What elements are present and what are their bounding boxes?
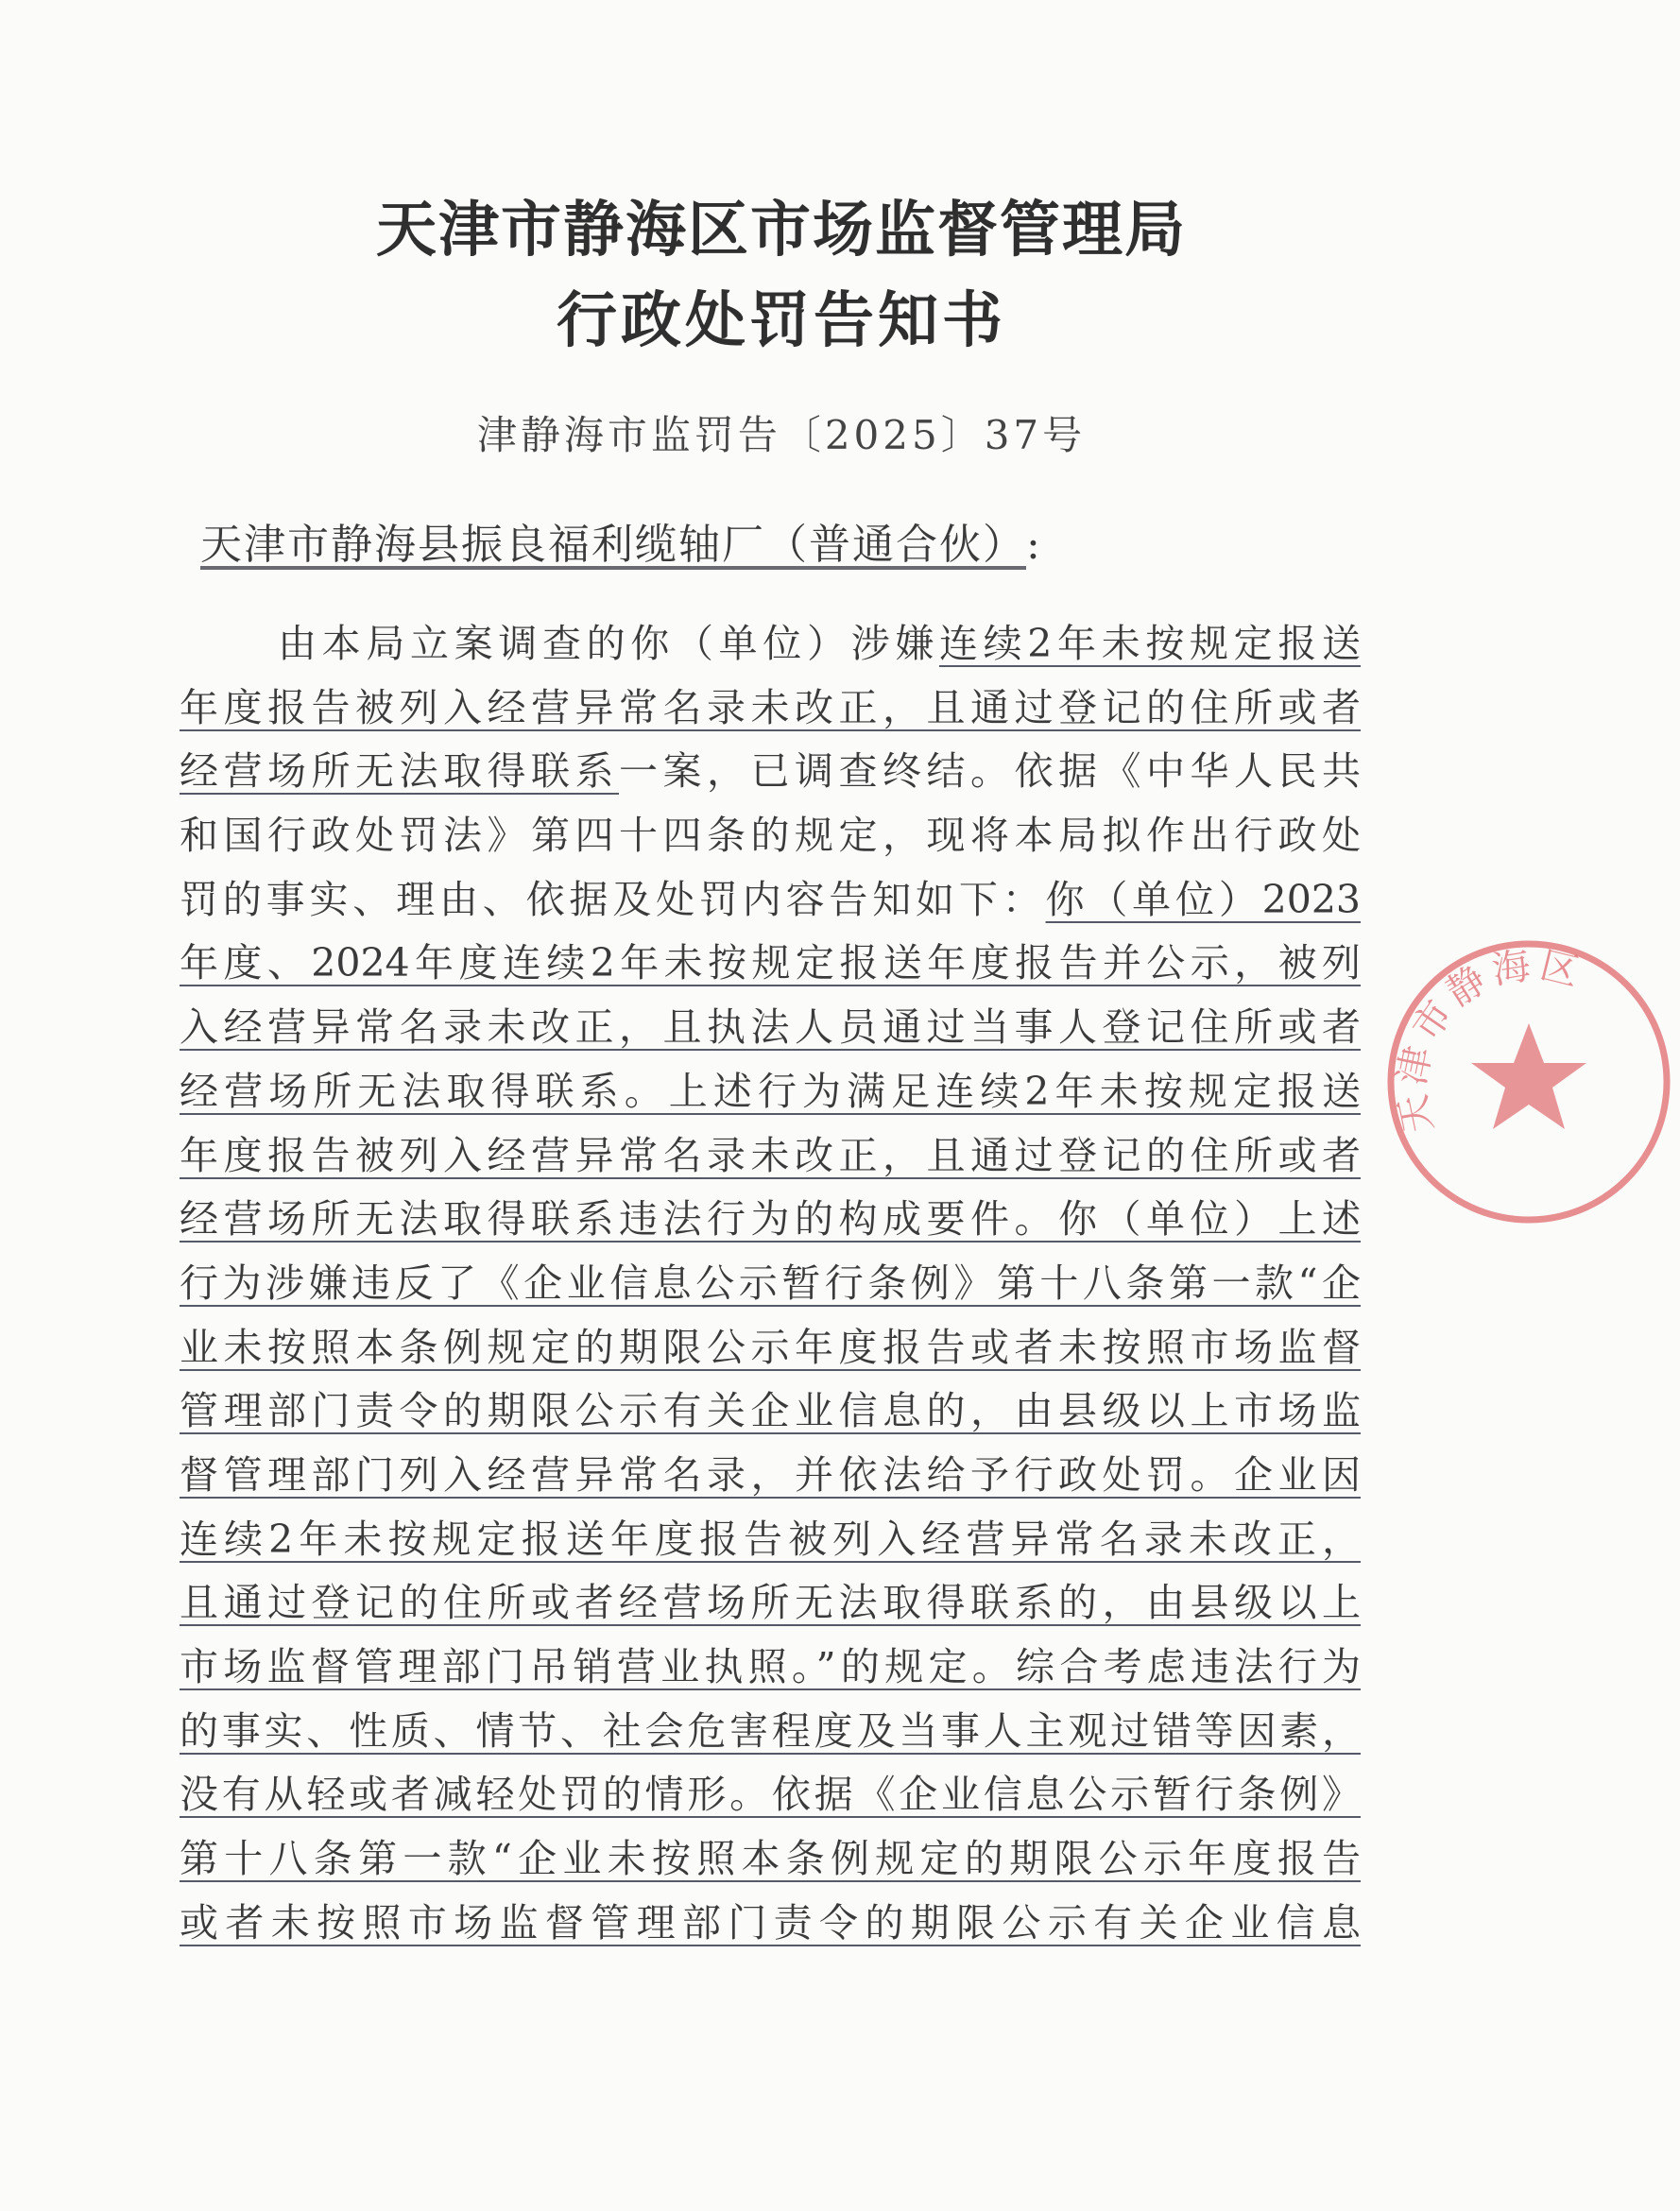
body-line-underlined: 管理部门责令的期限公示有关企业信息的，由县级以上市场监 bbox=[180, 1388, 1361, 1434]
addressee bbox=[200, 510, 1042, 571]
body-line bbox=[180, 1124, 1361, 1189]
body-line bbox=[180, 868, 1361, 933]
body-line bbox=[180, 1060, 1361, 1124]
body-line-text: 罚的事实、理由、依据及处罚内容告知如下： bbox=[180, 876, 1046, 922]
body-line-underlined: 入经营异常名录未改正，且执法人员通过当事人登记住所或者 bbox=[180, 1004, 1361, 1051]
body-line-underlined: 年度报告被列入经营异常名录未改正，且通过登记的住所或者 bbox=[180, 1132, 1361, 1178]
body-line bbox=[180, 1252, 1361, 1316]
body-line bbox=[180, 1571, 1361, 1636]
body-line-underlined: 且通过登记的住所或者经营场所无法取得联系的，由县级以上 bbox=[180, 1580, 1361, 1626]
body-line bbox=[180, 1444, 1361, 1508]
seal-text-path: 天津市静海区 bbox=[1390, 943, 1589, 1137]
body-line bbox=[180, 740, 1361, 804]
body-line-underlined: 行为涉嫌违反了《企业信息公示暂行条例》第十八条第一款“企 bbox=[180, 1260, 1361, 1306]
body-line bbox=[180, 1380, 1361, 1444]
body-line-underlined: 经营场所无法取得联系 bbox=[180, 748, 619, 795]
body-line-underlined: 业未按照本条例规定的期限公示年度报告或者未按照市场监督 bbox=[180, 1324, 1361, 1370]
body-line bbox=[180, 1892, 1361, 1956]
body-line-underlined: 经营场所无法取得联系违法行为的构成要件。你（单位）上述 bbox=[180, 1196, 1361, 1243]
body-line-underlined: 没有从轻或者减轻处罚的情形。依据《企业信息公示暂行条例》 bbox=[180, 1772, 1361, 1818]
notice-body bbox=[180, 612, 1361, 1955]
official-seal bbox=[1378, 931, 1680, 1233]
body-line-underlined: 经营场所无法取得联系。上述行为满足连续2年未按规定报送 bbox=[180, 1068, 1361, 1114]
body-line bbox=[180, 932, 1361, 996]
body-line-text: 一案，已调查终结。依据《中华人民共 bbox=[619, 748, 1361, 795]
body-line-underlined: 市场监督管理部门吊销营业执照。”的规定。综合考虑违法行为 bbox=[180, 1644, 1361, 1689]
body-line-underlined: 第十八条第一款“企业未按照本条例规定的期限公示年度报告 bbox=[180, 1836, 1361, 1882]
body-line bbox=[180, 1827, 1361, 1892]
body-line-text: 由本局立案调查的你（单位）涉嫌 bbox=[278, 621, 939, 666]
body-line-underlined: 连续2年未按规定报送 bbox=[938, 621, 1362, 666]
body-line-underlined: 的事实、性质、情节、社会危害程度及当事人主观过错等因素， bbox=[180, 1707, 1361, 1754]
addressee-name: 天津市静海县振良福利缆轴厂（普通合伙） bbox=[200, 521, 1026, 569]
body-line-underlined: 或者未按照市场监督管理部门责令的期限公示有关企业信息 bbox=[180, 1899, 1361, 1945]
agency-title: 天津市静海区市场监督管理局 bbox=[376, 195, 1187, 266]
document-number: 津静海市监罚告〔2025〕37号 bbox=[476, 412, 1087, 458]
body-line bbox=[180, 677, 1361, 741]
body-line bbox=[180, 1763, 1361, 1827]
body-line bbox=[180, 804, 1361, 868]
body-line bbox=[180, 1700, 1361, 1764]
body-line-underlined: 年度报告被列入经营异常名录未改正，且通过登记的住所或者 bbox=[180, 684, 1361, 730]
body-line-text: 和国行政处罚法》第四十四条的规定，现将本局拟作出行政处 bbox=[180, 813, 1361, 859]
seal-text bbox=[1390, 943, 1588, 1137]
body-line bbox=[180, 612, 1361, 677]
body-line-underlined: 年度、2024年度连续2年未按规定报送年度报告并公示，被列 bbox=[180, 940, 1361, 986]
body-line-underlined: 连续2年未按规定报送年度报告被列入经营异常名录未改正， bbox=[180, 1516, 1361, 1562]
body-line bbox=[180, 1636, 1361, 1700]
document-title: 行政处罚告知书 bbox=[557, 285, 1006, 356]
addressee-colon: : bbox=[1026, 521, 1042, 569]
body-line bbox=[180, 996, 1361, 1060]
body-line-underlined: 督管理部门列入经营异常名录，并依法给予行政处罚。企业因 bbox=[180, 1451, 1361, 1498]
seal-star-icon bbox=[1471, 1023, 1586, 1129]
body-line bbox=[180, 1188, 1361, 1252]
body-line bbox=[180, 1508, 1361, 1572]
body-line bbox=[180, 1316, 1361, 1380]
body-line-underlined: 你（单位）2023 bbox=[1045, 876, 1362, 922]
